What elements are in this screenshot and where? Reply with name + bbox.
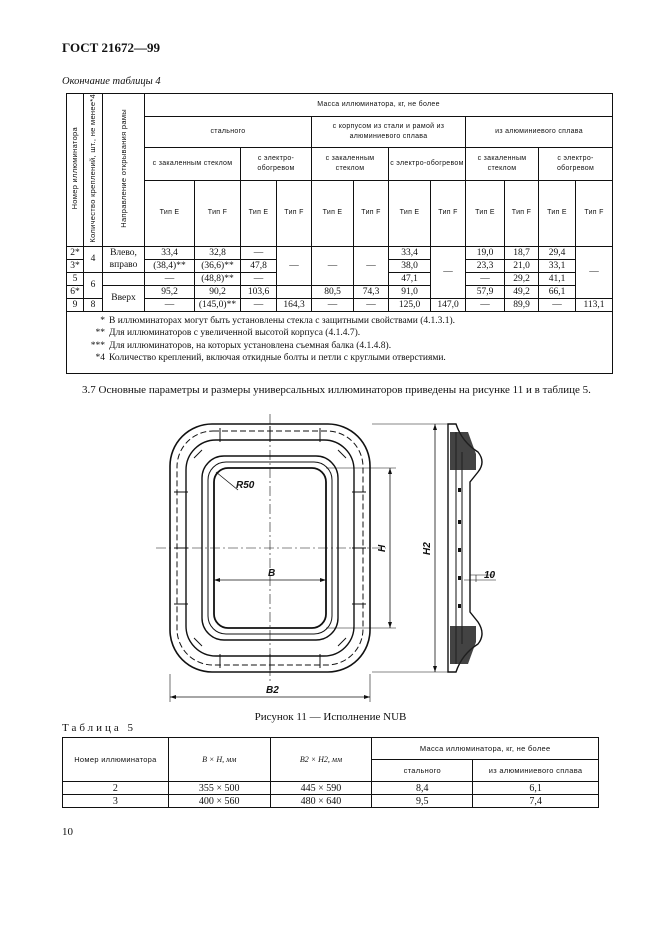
paragraph-3-7: 3.7 Основные параметры и размеры универсальных иллюминаторов приведены на рисунке 11 и в таблице 5. <box>82 384 591 396</box>
table-cell: — <box>312 298 354 311</box>
table-cell: 57,9 <box>466 285 505 298</box>
table-cell: 445 × 590 <box>270 782 372 795</box>
table4-footnotes <box>67 311 613 373</box>
cell-number: 6* <box>67 285 84 298</box>
table-cell: 23,3 <box>466 259 505 272</box>
table-cell: 480 × 640 <box>270 795 372 808</box>
label-h2: H2 <box>422 542 433 555</box>
table-cell: 49,2 <box>505 285 539 298</box>
table-cell: — <box>241 246 277 259</box>
table-cell: 6,1 <box>473 782 599 795</box>
cell-direction: Влево, <box>103 246 145 259</box>
table-cell: — <box>277 246 312 285</box>
label-b: B <box>268 568 276 579</box>
figure-11-drawing <box>150 412 510 707</box>
table-cell: — <box>354 298 389 311</box>
table-cell: 7,4 <box>473 795 599 808</box>
footnote: ** Для иллюминаторов с увеличенной высотой корпуса (4.1.4.7). <box>95 328 361 339</box>
col-header-fasteners: Количество креплений, шт., не менее*4 <box>84 94 103 247</box>
table-cell: 74,3 <box>354 285 389 298</box>
type-f-header: Тип F <box>277 180 312 246</box>
table-cell: 400 × 560 <box>168 795 270 808</box>
table-cell: 29,4 <box>539 246 576 259</box>
col-header-mass: Масса иллюминатора, кг, не более <box>145 94 613 117</box>
table-cell: 47,1 <box>389 272 431 285</box>
type-f-header: Тип F <box>354 180 389 246</box>
type-e-header: Тип Е <box>145 180 195 246</box>
t5-header-b2h2: B2 × H2, мм <box>270 738 372 782</box>
table-cell: — <box>241 272 277 285</box>
table-cell: 21,0 <box>505 259 539 272</box>
label-b2: B2 <box>266 685 279 696</box>
table-cell: — <box>431 246 466 298</box>
table-cell: — <box>466 298 505 311</box>
type-e-header: Тип Е <box>389 180 431 246</box>
table-cell: — <box>354 246 389 285</box>
table-cell: — <box>312 246 354 285</box>
cell-direction: вправо <box>103 259 145 272</box>
table-row <box>67 298 613 311</box>
table-row <box>63 795 599 808</box>
cell-direction: Вверх <box>103 285 145 311</box>
cell-number: 5 <box>67 272 84 285</box>
figure-caption: Рисунок 11 — Исполнение NUB <box>254 711 407 723</box>
subheader-hardened: с закаленным стеклом <box>466 147 539 180</box>
type-e-header: Тип Е <box>312 180 354 246</box>
footnote: *** Для иллюминаторов, на которых установлена съемная балка (4.1.4.8). <box>90 340 392 351</box>
table-cell: 33,1 <box>539 259 576 272</box>
subheader-electric: с электро-обогревом <box>241 147 312 180</box>
table-cell: 18,7 <box>505 246 539 259</box>
subheader-hardened: с закаленным стеклом <box>312 147 389 180</box>
table-cell: (48,8)** <box>195 272 241 285</box>
col-header-number: Номер иллюминатора <box>67 94 84 247</box>
table-cell: (38,4)** <box>145 259 195 272</box>
subheader-hardened: с закаленным стеклом <box>145 147 241 180</box>
table-cell: 3 <box>63 795 169 808</box>
table-cell: — <box>576 246 613 298</box>
table-cell: 91,0 <box>389 285 431 298</box>
table-row <box>67 246 613 259</box>
page-number: 10 <box>62 826 73 838</box>
type-e-header: Тип Е <box>466 180 505 246</box>
label-dim-10: 10 <box>484 570 496 581</box>
table-cell: 66,1 <box>539 285 576 298</box>
table-cell: 33,4 <box>145 246 195 259</box>
label-h: H <box>377 544 388 552</box>
footnote: *4 Количество креплений, включая откидные болты и петли с круглыми отверстиями. <box>95 353 446 364</box>
table-cell: 8,4 <box>372 782 473 795</box>
page-header-title: ГОСТ 21672—99 <box>62 40 161 55</box>
cell-fasteners: 6 <box>84 272 103 298</box>
col-header-aluminum: из алюминиевого сплава <box>466 116 613 147</box>
subheader-electric: с электро-обогревом <box>539 147 613 180</box>
table-cell: — <box>145 298 195 311</box>
col-header-steel: стального <box>145 116 312 147</box>
table-cell: 355 × 500 <box>168 782 270 795</box>
type-e-header: Тип Е <box>241 180 277 246</box>
table-cell: 113,1 <box>576 298 613 311</box>
type-f-header: Тип F <box>431 180 466 246</box>
type-f-header: Тип F <box>505 180 539 246</box>
footnote: * В иллюминаторах могут быть установлены стекла с защитными свойствами (4.1.3.1). <box>100 315 456 326</box>
cell-fasteners: 8 <box>84 298 103 311</box>
table-cell: 80,5 <box>312 285 354 298</box>
cell-direction <box>103 272 145 285</box>
table-cell: 9,5 <box>372 795 473 808</box>
type-f-header: Тип F <box>576 180 613 246</box>
table4 <box>66 93 613 374</box>
type-e-header: Тип Е <box>539 180 576 246</box>
t5-header-bh: B × H, мм <box>168 738 270 782</box>
table-cell: (145,0)** <box>195 298 241 311</box>
col-header-direction: Направление открывания рамы <box>103 94 145 247</box>
table-cell: 47,8 <box>241 259 277 272</box>
t5-header-mass: Масса иллюминатора, кг, не более <box>372 738 599 760</box>
col-header-steel-frame: с корпусом из стали и рамой из алюминиевого сплава <box>312 116 466 147</box>
table-cell: 2 <box>63 782 169 795</box>
table-cell: 29,2 <box>505 272 539 285</box>
table-cell: 33,4 <box>389 246 431 259</box>
table-cell: 125,0 <box>389 298 431 311</box>
table-cell: (36,6)** <box>195 259 241 272</box>
table-row <box>67 285 613 298</box>
label-radius: R50 <box>236 480 255 491</box>
t5-header-number: Номер иллюминатора <box>63 738 169 782</box>
table-row <box>63 782 599 795</box>
table-cell: — <box>145 272 195 285</box>
cell-fasteners: 4 <box>84 246 103 272</box>
table-cell: 41,1 <box>539 272 576 285</box>
table-cell: 89,9 <box>505 298 539 311</box>
type-f-header: Тип F <box>195 180 241 246</box>
table4-caption: Окончание таблицы 4 <box>62 76 161 87</box>
cell-number: 9 <box>67 298 84 311</box>
table-cell: — <box>539 298 576 311</box>
table-cell: 164,3 <box>277 298 312 311</box>
table5-caption: Таблица 5 <box>62 722 137 734</box>
table-cell: 19,0 <box>466 246 505 259</box>
table-cell <box>277 285 312 298</box>
subheader-electric: с электро-обогревом <box>389 147 466 180</box>
t5-header-aluminum: из алюминиевого сплава <box>473 760 599 782</box>
table-cell: 147,0 <box>431 298 466 311</box>
table-cell: 103,6 <box>241 285 277 298</box>
table-cell: — <box>241 298 277 311</box>
t5-header-steel: стального <box>372 760 473 782</box>
table5 <box>62 737 599 808</box>
table-cell: 38,0 <box>389 259 431 272</box>
table-cell: — <box>466 272 505 285</box>
table-cell: 95,2 <box>145 285 195 298</box>
cell-number: 3* <box>67 259 84 272</box>
table-cell: 32,8 <box>195 246 241 259</box>
table-cell: 90,2 <box>195 285 241 298</box>
cell-number: 2* <box>67 246 84 259</box>
